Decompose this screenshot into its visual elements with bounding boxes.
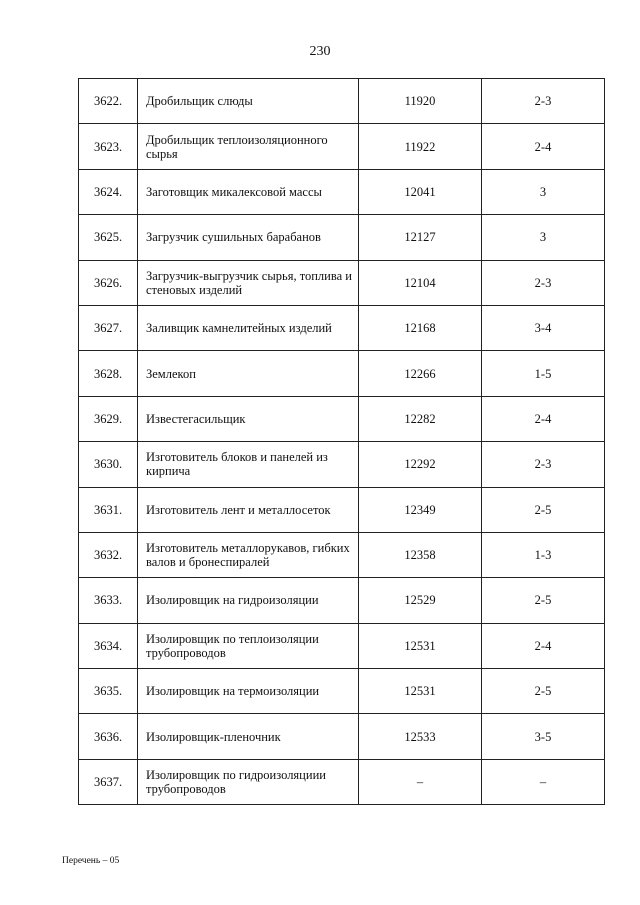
row-number: 3629. [79,396,138,441]
table-row [79,623,605,668]
occupation-code: 12127 [359,215,482,260]
table-row [79,260,605,305]
occupation-code: 12533 [359,714,482,759]
table-row [79,669,605,714]
occupation-name: Изолировщик на термоизоляции [138,669,359,714]
occupation-name: Землекоп [138,351,359,396]
occupation-name: Изолировщик по гидроизоляциии трубопроводов [138,759,359,804]
occupation-name: Изготовитель блоков и панелей из кирпича [138,442,359,487]
row-number: 3623. [79,124,138,169]
category-range: – [482,759,605,804]
category-range: 2-3 [482,442,605,487]
occupation-code: 12168 [359,305,482,350]
row-number: 3628. [79,351,138,396]
page-footer: Перечень – 05 [62,856,120,866]
table-row [79,351,605,396]
category-range: 3-5 [482,714,605,759]
row-number: 3624. [79,169,138,214]
occupation-name: Загрузчик сушильных барабанов [138,215,359,260]
category-range: 2-3 [482,260,605,305]
occupation-code: 12349 [359,487,482,532]
occupation-code: 11922 [359,124,482,169]
occupation-code: 12292 [359,442,482,487]
category-range: 1-5 [482,351,605,396]
table-row [79,305,605,350]
category-range: 2-4 [482,124,605,169]
row-number: 3627. [79,305,138,350]
occupation-code: 12529 [359,578,482,623]
row-number: 3633. [79,578,138,623]
row-number: 3632. [79,532,138,577]
table-row [79,215,605,260]
table-row [79,532,605,577]
occupation-code: 12266 [359,351,482,396]
page-number: 230 [309,44,331,59]
occupation-name: Дробильщик слюды [138,79,359,124]
table-row [79,79,605,124]
occupation-code: 12104 [359,260,482,305]
table-body [79,79,605,805]
occupation-name: Заготовщик микалексовой массы [138,169,359,214]
category-range: 2-5 [482,487,605,532]
row-number: 3622. [79,79,138,124]
category-range: 2-3 [482,79,605,124]
occupation-name: Загрузчик-выгрузчик сырья, топлива и стеновых изделий [138,260,359,305]
category-range: 3 [482,215,605,260]
table-row [79,442,605,487]
row-number: 3636. [79,714,138,759]
occupation-code: 12041 [359,169,482,214]
occupation-name: Известегасильщик [138,396,359,441]
table-row [79,759,605,804]
table-row [79,487,605,532]
category-range: 2-5 [482,578,605,623]
table-row [79,169,605,214]
occupation-code: 12531 [359,669,482,714]
category-range: 2-4 [482,396,605,441]
occupation-name: Изолировщик-пленочник [138,714,359,759]
occupation-code: – [359,759,482,804]
occupation-name: Изолировщик по теплоизоляции трубопроводов [138,623,359,668]
table-row [79,714,605,759]
table-row [79,578,605,623]
occupation-name: Заливщик камнелитейных изделий [138,305,359,350]
occupation-name: Дробильщик теплоизоляционного сырья [138,124,359,169]
category-range: 2-4 [482,623,605,668]
category-range: 1-3 [482,532,605,577]
occupation-name: Изолировщик на гидроизоляции [138,578,359,623]
occupations-table [78,78,605,805]
occupation-code: 12531 [359,623,482,668]
row-number: 3630. [79,442,138,487]
occupation-code: 12282 [359,396,482,441]
occupation-code: 12358 [359,532,482,577]
row-number: 3635. [79,669,138,714]
category-range: 3 [482,169,605,214]
row-number: 3625. [79,215,138,260]
row-number: 3634. [79,623,138,668]
category-range: 3-4 [482,305,605,350]
table-row [79,124,605,169]
table-row [79,396,605,441]
occupation-name: Изготовитель лент и металлосеток [138,487,359,532]
category-range: 2-5 [482,669,605,714]
occupation-code: 11920 [359,79,482,124]
row-number: 3637. [79,759,138,804]
occupation-name: Изготовитель металлорукавов, гибких валов и бронеспиралей [138,532,359,577]
row-number: 3631. [79,487,138,532]
row-number: 3626. [79,260,138,305]
